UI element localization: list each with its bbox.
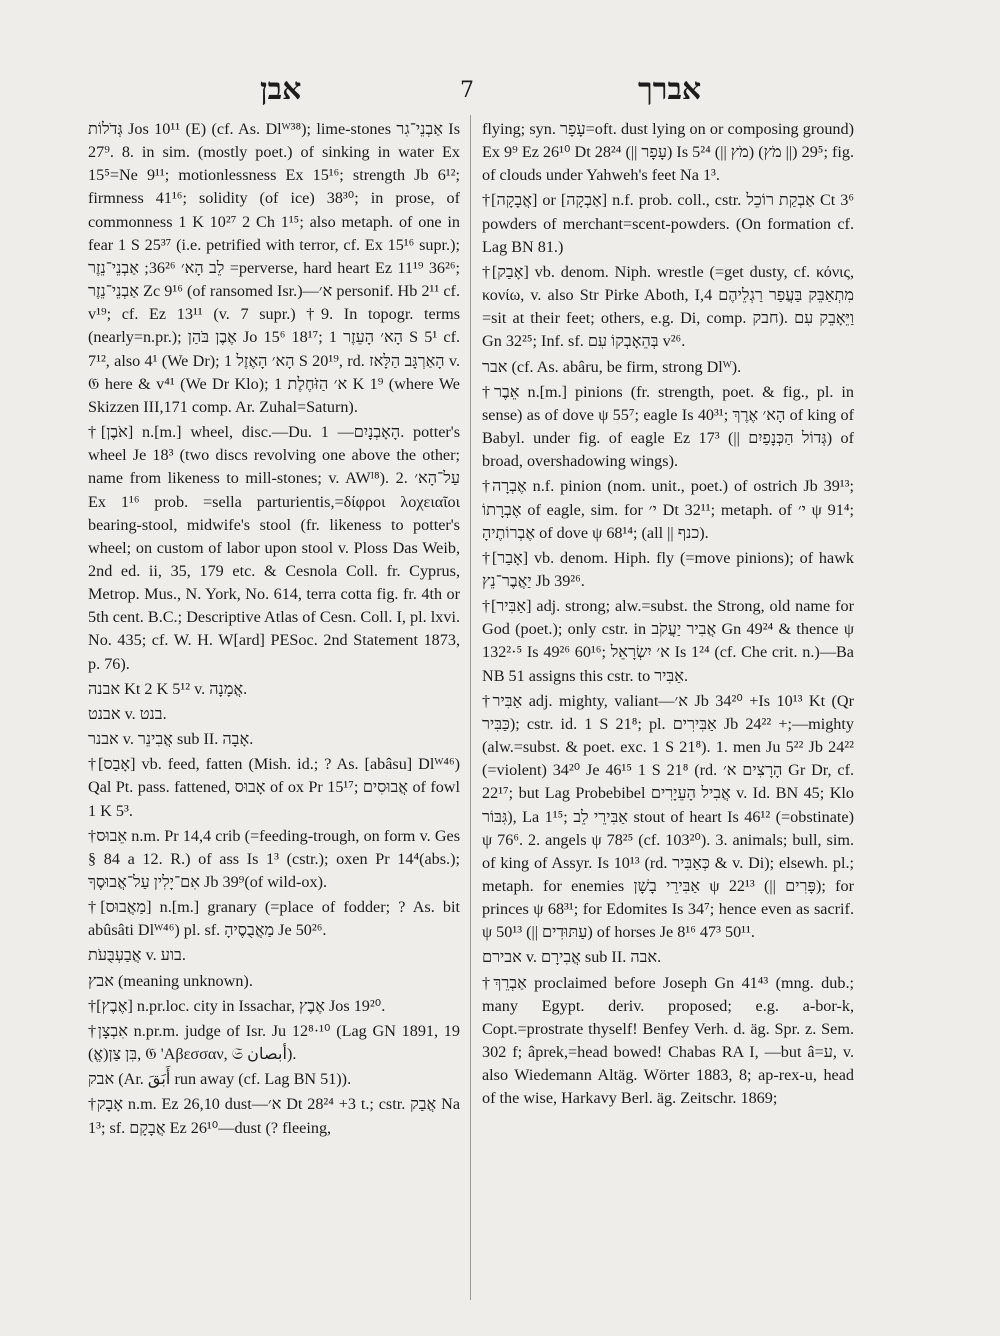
entry-abets-root: אבץ (meaning unknown).: [88, 971, 253, 990]
entry-abir: †[אַבִּיר] adj. strong; alw.=subst. the Strong, old name for God (poet.); only cstr. in אֲבִיר יַעֲקֹב Gn 49²⁴ & thence ψ 132²·⁵ Is 49²⁶ 60¹⁶; א׳ יִשְׂרָאֵל Is 1²⁴ (cf. Che crit. n.)—Ba NB 51 assigns this cstr. to אַבִּיר.: [482, 597, 854, 685]
running-head-left: אבן: [260, 72, 302, 107]
entry-abar-vb: †[אָבַר] vb. denom. Hiph. fly (=move pinions); of hawk יַאֲבֶר־נֵץ Jb 39²⁶.: [482, 548, 854, 590]
entry-abakah: †[אֲבָקָה] or [אַבְקָה] n.f. prob. coll., cstr. אַבְקַת רוֹכֵל Ct 3⁶ powders of merchant=scent-powders. (On formation cf. Lag BN 81.): [482, 191, 855, 256]
page-number: 7: [460, 78, 474, 103]
entry-abner: אבנר v. אֲבִינֵר sub II. אָבָה.: [88, 730, 254, 749]
entry-continuation: flying; syn. עָפָר=oft. dust lying on or composing ground) Ex 9⁹ Ez 26¹⁰ Dt 28²⁴ (|| עָפָר) Is 5²⁴ (|| מֹץ) 29⁵ (|| מֹץ); fig. of clouds under Yahweh's feet Na 1³.: [482, 120, 855, 185]
entry-abnet: אבנט v. בנט.: [88, 704, 167, 723]
entry-ababoot: אֲבַעְבֻּעֹת v. בוע.: [88, 946, 186, 965]
entry-ebets: †[אֶבֶץ] n.pr.loc. city in Issachar, אֶבֶץ Jos 19²⁰.: [88, 996, 386, 1015]
right-column: [482, 118, 854, 1111]
running-head-right: אברך: [638, 72, 702, 107]
entry-abiram: אבירם v. אֲבִירָם sub II. אבה.: [482, 948, 662, 967]
entry-abas: †[אָבַס] vb. feed, fatten (Mish. id.; ? As. [abâsu] Dlᵂ⁴⁶) Qal Pt. pass. fattened, אָבוּס of ox Pr 15¹⁷; אֲבוּסִים of fowl 1 K 5³.: [88, 755, 460, 820]
entry-abak-root: אבק (Ar. أَبَقَ run away (cf. Lag BN 51)).: [88, 1070, 352, 1089]
entry-ebrah: †אֶבְרָה n.f. pinion (nom. unit., poet.) of ostrich Jb 39¹³; אֶבְרָתוֹ of eagle, sim. for י׳ Dt 32¹¹; metaph. of י׳ ψ 91⁴; אֶבְרוֹתֶיהָ of dove ψ 68¹⁴; (all || כנף).: [482, 477, 855, 542]
entry-abnah: אבנה Kt 2 K 5¹² v. אֲמָנָה.: [88, 679, 248, 698]
entry-eber: †אֵבֶר n.[m.] pinions (fr. strength, poet. & fig., pl. in sense) as of dove ψ 55⁷; eagle Is 40³¹; הָא׳ אֶרֶךְ of king of Babyl. under fig. of eagle Ez 17³ (|| גְּדוֹל הַכְּנָפַיִם) of broad, overshadowing wings).: [482, 382, 855, 471]
entry-abbir: †אַבִּיר adj. mighty, valiant—א׳ Jb 34²⁰ +Is 10¹³ Kt (Qr כַּבִּיר); cstr. id. 1 S 21⁸; pl. אַבִּירִים Jb 24²² +;—mighty (alw.=subst. & poet. exc. 1 S 21⁸). 1. men Ju 5²² Jb 24²² (=violent) 34²⁰ Je 46¹⁵ 1 S 21⁸ (rd. הָרָצִים א׳ Gr Dr, cf. 22¹⁷; but Lag Probebibel אֲבִיל הָעֵיָרִים v. Id. BN 45; Klo גִּבּוֹר), La 1¹⁵; אַבִּירֵי לֵב stout of heart Is 46¹² (=obstinate) ψ 76⁶. 2. angels ψ 78²⁵ (cf. 103²⁰). 3. animals; bull, sim. of king of Assyr. Is 10¹³ (rd. כְּאַבִּיר & v. Di); elsewh. pl.; metaph. for enemies אַבִּירֵי בָשָׁן ψ 22¹³ (|| פָּרִים); for princes ψ 68³¹; for Edomites Is 34⁷; hence even as sacrif. ψ 50¹³ (|| עַתּוּדִים) of horses Je 8¹⁶ 47³ 50¹¹.: [482, 691, 855, 942]
column-divider: [470, 115, 471, 1300]
entry-oben: †[אֹבֶן] n.[m.] wheel, disc.—Du. הָאָבְנָיִם— 1. potter's wheel Je 18³ (two discs revolving one above the other; name from likeness to mill-stones; v. AWᴵ⁸). 2. עַל־הָא׳ Ex 1¹⁶ prob. =sella parturientis,=δίφροι λοχειαῖοι bearing-stool, midwife's stool (fr. likeness to potter's wheel; on custom of labor upon stool v. Ploss Das Weib, 2nd ed. ii, 35, 179 etc. & Cesnola Coll. fr. Cyprus, Metrop. Mus., N. York, No. 614, terra cotta fig. fr. 4th or 5th cent. B.C.; Descriptive Atlas of Cesn. Coll. I, pl. lxvi. No. 435; cf. W. H. W[ard] PESoc. 2nd Statement 1873, p. 76).: [88, 423, 460, 673]
entry-ebus: †אֵבוּס n.m. Pr 14,4 crib (=feeding-trough, on form v. Ges § 84 a 12. R.) of ass Is 1³ (cstr.); oxen Pr 14⁴(abs.); אִם־יָלִין עַל־אֲבוּסֶךָ Jb 39⁹(of wild-ox).: [88, 826, 461, 891]
entry-maabus: †[מַאֲבוּס] n.[m.] granary (=place of fodder; ? As. bit abûsâti Dlᵂ⁴⁶) pl. sf. מַאֲבֻסֶיהָ Je 50²⁶.: [88, 898, 460, 940]
entry-abar-root: אבר (cf. As. abâru, be firm, strong Dlᵂ).: [482, 357, 742, 376]
entry-continuation: גְּדֹלוֹת Jos 10¹¹ (E) (cf. As. Dlᵂ³⁸); lime-stones אַבְנֵי־גִר Is 27⁹. 8. in sim. (mostly poet.) of sinking in water Ex 15⁵=Ne 9¹¹; motionlessness Ex 15¹⁶; strength Jb 6¹²; firmness 41¹⁶; solidity (of ice) 38³⁰; in prose, of commonness 1 K 10²⁷ 2 Ch 1¹⁵; also metaph. of one in fear 1 S 25³⁷ (i.e. petrified with terror, cf. Ex 15¹⁶ supr.); לֵב הָא׳ 36²⁶; אַבְנֵי־נֵזֶר =perverse, hard heart Ez 11¹⁹ 36²⁶; אַבְנֵי־נֵזֶר Zc 9¹⁶ (of ransomed Isr.)—א׳ personif. Hb 2¹¹ cf. v¹⁹; cf. Ez 13¹¹ (v. 7 supr.) †9. In topogr. terms (nearly=n.pr.); אֶבֶן בֹּהַן Jo 15⁶ 18¹⁷; הָא׳ הָעֵזֶר 1 S 5¹ cf. 7¹², also 4¹ (We Dr); הָא׳ הָאֶזֶל 1 S 20¹⁹, rd. הָאַרְגָּב הַלָּאז v. 𝔊 here & v⁴¹ (We Dr Klo); א׳ הַזֹּחֶלֶת 1 K 1⁹ (where We Skizzen III,171 comp. Ar. Zuhal=Saturn).: [88, 120, 461, 416]
entry-abrek: †אַבְרֵךְ proclaimed before Joseph Gn 41⁴³ (mng. dub.; many Egypt. deriv. proposed; e.g. a-bor-k, Copt.=prostrate thyself! Benfey Verh. d. äg. Spr. z. Sem. 302 f; âprek,=head bowed! Chabas RA I, —but â=ע, v. also Wiedemann Altäg. Wörter 1883, 8; ap-rex-u, head of the wise, Harkavy Berl. äg. Zeitschr. 1869;: [482, 973, 855, 1108]
left-column: [88, 118, 460, 1140]
entry-ibtsan: †אִבְצָן n.pr.m. judge of Isr. Ju 12⁸·¹⁰ (Lag GN 1891, 19 (אֱ)בִּן צַן, 𝔊 'Αβεσσαν, 𝔖 أبصان).: [88, 1021, 460, 1064]
entry-abak-vb: †[אָבַק] vb. denom. Niph. wrestle (=get dusty, cf. κόνις, κονίω, v. also Str Pirke Aboth, I,4 מִתְאַבֵּק בַּעֲפַר רַגְלֵיהֶם =sit at their feet; others, e.g. Di, comp. חבק). וַיֵּאָבֵק עִם Gn 32²⁵; Inf. sf. בְּהֵאָבְקוֹ עִם v²⁶.: [482, 262, 854, 351]
entry-abak-dust: †אָבָק n.m. Ez 26,10 dust—א׳ Dt 28²⁴ +3 t.; cstr. אֲבַק Na 1³; sf. אֲבָקָם Ez 26¹⁰—dust (? fleeing,: [88, 1095, 460, 1137]
